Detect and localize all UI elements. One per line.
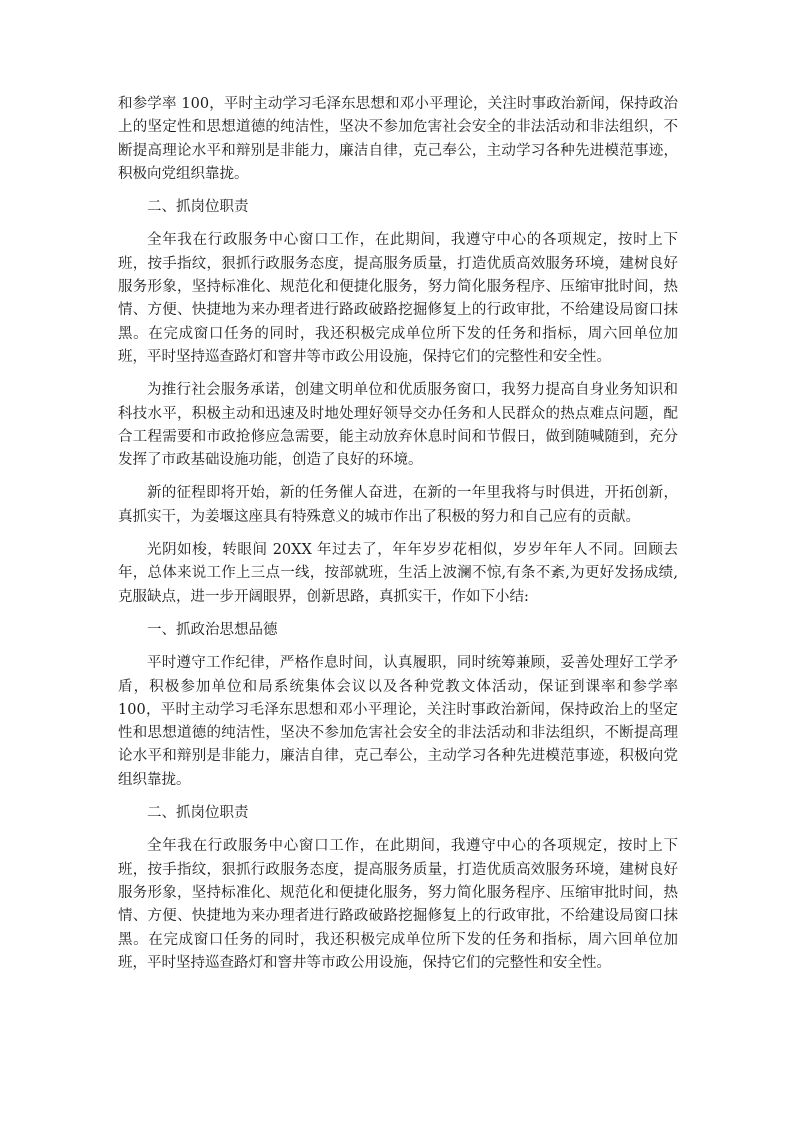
section-heading: 二、抓岗位职责 (147, 805, 249, 822)
paragraph: 平时遵守工作纪律，严格作息时间，认真履职，同时统筹兼顾，妥善处理好工学矛盾，积极参加单位和局系统集体会议以及各种党教文体活动，保证到课率和参学率 100，平时主动学习毛泽东思想和邓小平理论，关注时事政治新闻，保持政治上的坚定性和思想道德的纯洁性，坚决不参加危害社会安全的非法活动和非法组织，不断提高理论水平和辩别是非能力，廉洁自律，克己奉公，主动学习各种先进模范事迹，积极向党组织靠拢。 (118, 655, 678, 788)
document-page (118, 93, 678, 985)
paragraph-continued: 和参学率 100，平时主动学习毛泽东思想和邓小平理论，关注时事政治新闻，保持政治上的坚定性和思想道德的纯洁性，坚决不参加危害社会安全的非法活动和非法组织，不断提高理论水平和辩别是非能力，廉洁自律，克己奉公，主动学习各种先进模范事迹，积极向党组织靠拢。 (118, 96, 678, 182)
section-heading: 二、抓岗位职责 (147, 199, 249, 216)
paragraph: 为推行社会服务承诺，创建文明单位和优质服务窗口，我努力提高自身业务知识和科技水平，积极主动和迅速及时地处理好领导交办任务和人民群众的热点难点问题，配合工程需要和市政抢修应急需要，能主动放弃休息时间和节假日，做到随喊随到，充分发挥了市政基础设施功能，创造了良好的环境。 (118, 382, 678, 469)
paragraph: 新的征程即将开始，新的任务催人奋进，在新的一年里我将与时俱进，开拓创新，真抓实干，为姜堰这座具有特殊意义的城市作出了积极的努力和自己应有的贡献。 (118, 485, 678, 525)
paragraph: 全年我在行政服务中心窗口工作，在此期间，我遵守中心的各项规定，按时上下班，按手指纹，狠抓行政服务态度，提高服务质量，打造优质高效服务环境，建树良好服务形象，坚持标准化、规范化和便捷化服务，努力简化服务程序、压缩审批时间，热情、方便、快捷地为来办理者进行路政破路挖掘修复上的行政审批，不给建设局窗口抹黑。在完成窗口任务的同时，我还积极完成单位所下发的任务和指标，周六回单位加班，平时坚持巡查路灯和窨井等市政公用设施，保持它们的完整性和安全性。 (118, 232, 678, 365)
section-heading: 一、抓政治思想品德 (147, 621, 278, 638)
paragraph: 全年我在行政服务中心窗口工作，在此期间，我遵守中心的各项规定，按时上下班，按手指纹，狠抓行政服务态度，提高服务质量，打造优质高效服务环境，建树良好服务形象，坚持标准化、规范化和便捷化服务，努力简化服务程序、压缩审批时间，热情、方便、快捷地为来办理者进行路政破路挖掘修复上的行政审批，不给建设局窗口抹黑。在完成窗口任务的同时，我还积极完成单位所下发的任务和指标，周六回单位加班，平时坚持巡查路灯和窨井等市政公用设施，保持它们的完整性和安全性。 (118, 838, 678, 971)
paragraph: 光阴如梭，转眼间 20XX 年过去了，年年岁岁花相似，岁岁年年人不同。回顾去年，总体来说工作上三点一线，按部就班，生活上波澜不惊,有条不紊,为更好发扬成绩,克服缺点，进一步开阔眼界，创新思路，真抓实干，作如下小结: (118, 542, 678, 605)
